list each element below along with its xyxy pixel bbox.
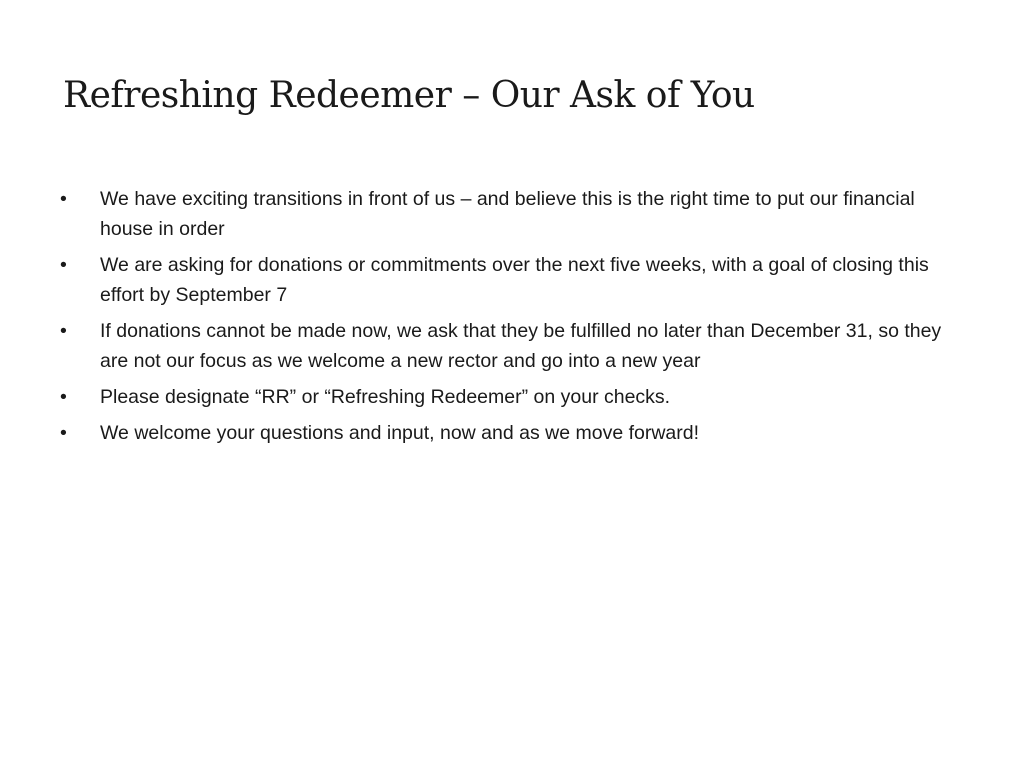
bullet-icon: • [60, 188, 67, 210]
bullet-text: We have exciting transitions in front of us – and believe this is the right time to put our financial house in order [100, 188, 915, 240]
bullet-text: We welcome your questions and input, now and as we move forward! [100, 422, 700, 444]
bullet-icon: • [60, 422, 67, 444]
bullet-list [58, 184, 968, 454]
bullet-item [58, 316, 968, 376]
bullet-icon: • [60, 320, 67, 342]
bullet-text: If donations cannot be made now, we ask that they be fulfilled no later than December 31, so they are not our focus as we welcome a new rector and go into a new year [100, 320, 942, 372]
bullet-text: Please designate “RR” or “Refreshing Redeemer” on your checks. [100, 386, 671, 408]
slide-title: Refreshing Redeemer – Our Ask of You [63, 75, 755, 116]
bullet-text: We are asking for donations or commitments over the next five weeks, with a goal of closing this effort by September 7 [100, 254, 929, 306]
bullet-icon: • [60, 386, 67, 408]
bullet-item [58, 418, 968, 448]
bullet-item [58, 250, 968, 310]
bullet-item [58, 184, 968, 244]
bullet-item [58, 382, 968, 412]
bullet-icon: • [60, 254, 67, 276]
